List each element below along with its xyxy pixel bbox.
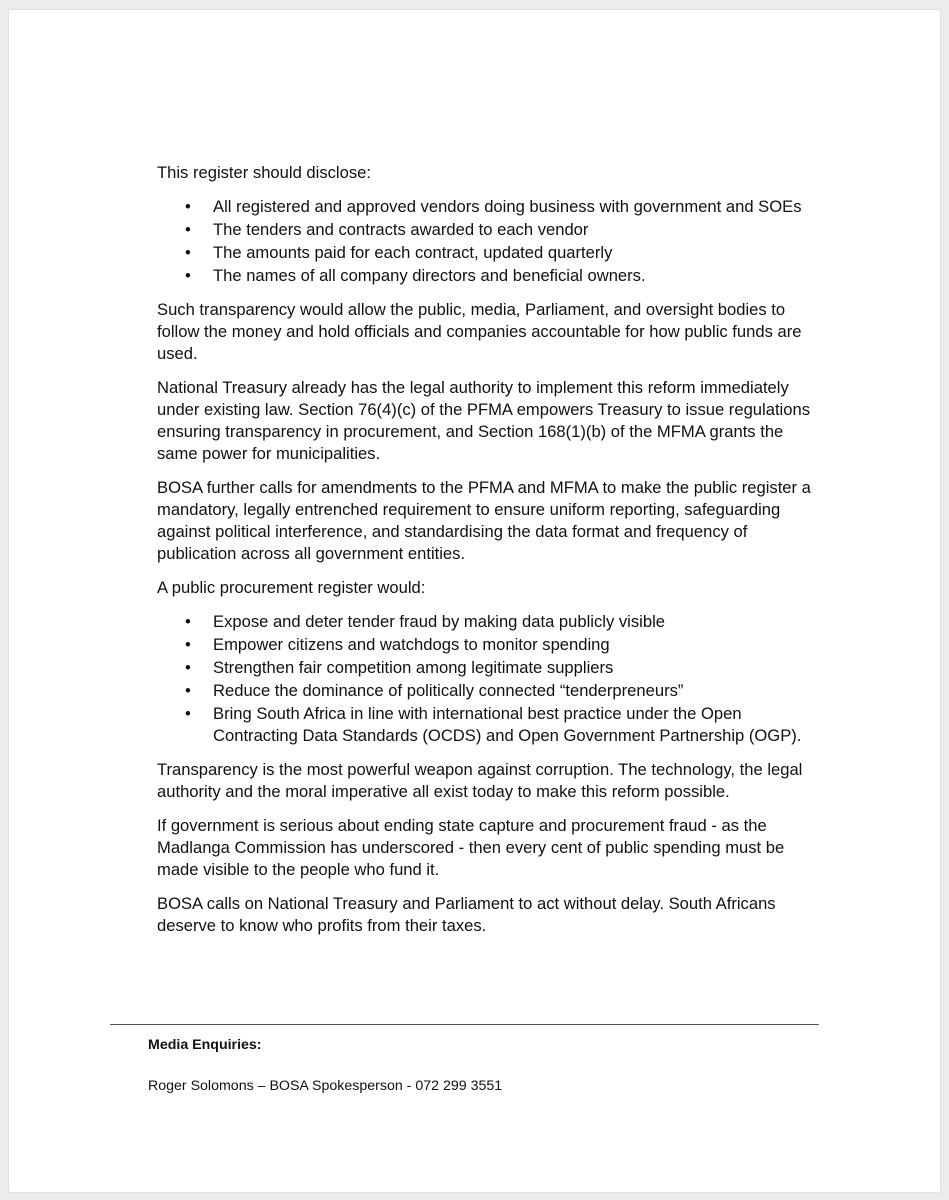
list-item: • All registered and approved vendors doing business with government and SOEs <box>185 197 802 216</box>
bullet-icon: • <box>185 635 191 654</box>
media-enquiries-heading: Media Enquiries: <box>148 1037 262 1053</box>
disclose-list <box>157 196 817 287</box>
paragraph-transparency: Such transparency would allow the public, media, Parliament, and oversight bodies to follow the money and hold officials and companies accountable for how public funds are used. <box>157 300 802 363</box>
bullet-icon: • <box>185 266 191 285</box>
paragraph-calls: BOSA calls on National Treasury and Parliament to act without delay. South Africans deserve to know who profits from their taxes. <box>157 894 776 935</box>
bullet-icon: • <box>185 243 191 262</box>
list-item: • Empower citizens and watchdogs to monitor spending <box>185 635 610 654</box>
bullet-icon: • <box>185 220 191 239</box>
list-item: • Strengthen fair competition among legitimate suppliers <box>185 658 614 677</box>
disclose-intro: This register should disclose: <box>157 163 371 182</box>
document-page <box>9 10 940 1192</box>
list-item: • The names of all company directors and beneficial owners. <box>185 266 646 285</box>
paragraph-treasury: National Treasury already has the legal authority to implement this reform immediately under existing law. Section 76(4)(c) of the PFMA empowers Treasury to issue regulations ensuring transparency in procurement, and Section 168(1)(b) of the MFMA grants the same power for municipalities. <box>157 378 810 463</box>
register-list <box>157 611 817 747</box>
list-item: • The amounts paid for each contract, updated quarterly <box>185 243 613 262</box>
list-item: • The tenders and contracts awarded to each vendor <box>185 220 589 239</box>
paragraph-amendments: BOSA further calls for amendments to the PFMA and MFMA to make the public register a mandatory, legally entrenched requirement to ensure uniform reporting, safeguarding against political interference, and standardising the data format and frequency of publication across all government entities. <box>157 478 811 563</box>
bullet-icon: • <box>185 681 191 700</box>
paragraph-serious: If government is serious about ending state capture and procurement fraud - as the Madlanga Commission has underscored - then every cent of public spending must be made visible to the people who fund it. <box>157 816 785 879</box>
list-item: • Expose and deter tender fraud by making data publicly visible <box>185 612 665 631</box>
document-body <box>157 162 817 949</box>
bullet-icon: • <box>185 658 191 677</box>
register-intro: A public procurement register would: <box>157 578 426 597</box>
list-item: • Reduce the dominance of politically connected “tenderpreneurs” <box>185 681 684 700</box>
paragraph-weapon: Transparency is the most powerful weapon against corruption. The technology, the legal authority and the moral imperative all exist today to make this reform possible. <box>157 760 803 801</box>
divider <box>110 1024 819 1025</box>
bullet-icon: • <box>185 197 191 216</box>
bullet-icon: • <box>185 612 191 631</box>
media-contact: Roger Solomons – BOSA Spokesperson - 072 299 3551 <box>148 1078 503 1094</box>
list-item: • Bring South Africa in line with international best practice under the Open Contracting Data Standards (OCDS) and Open Government Partnership (OGP). <box>185 704 802 745</box>
bullet-icon: • <box>185 704 191 723</box>
